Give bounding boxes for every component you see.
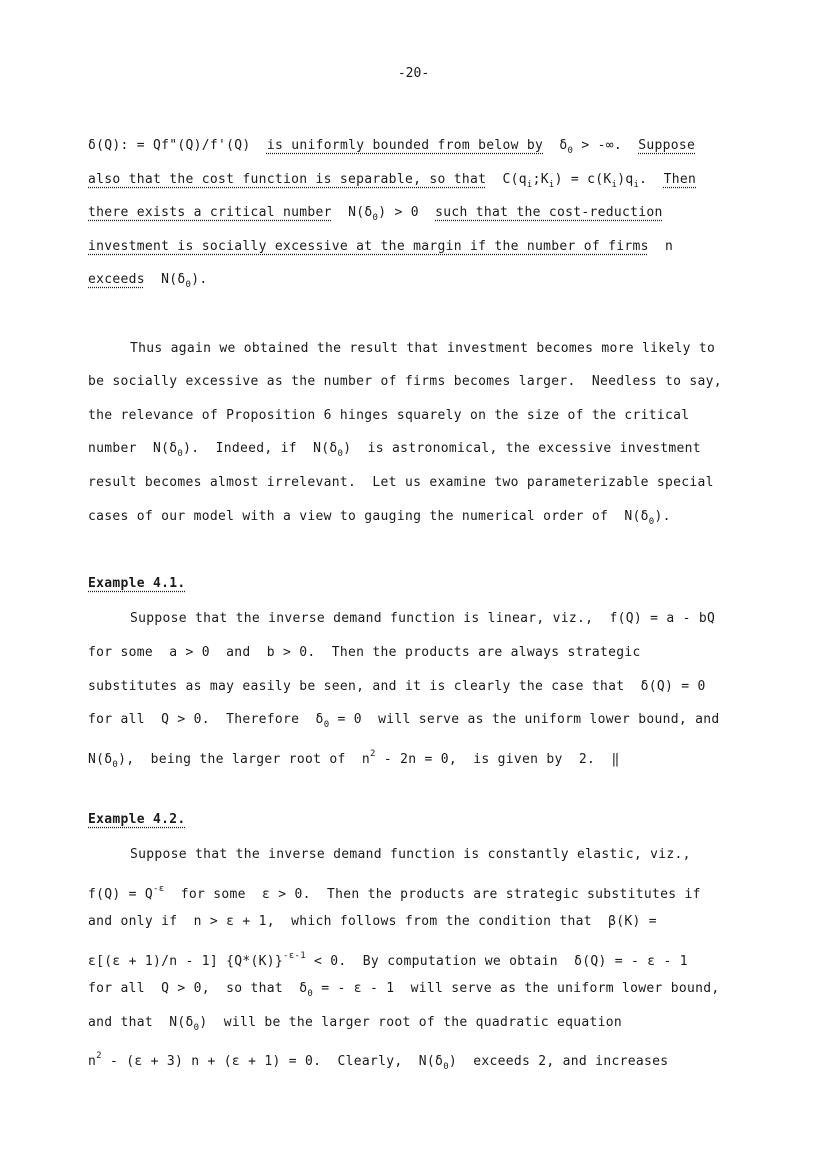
paragraph-1-line-2: be socially excessive as the number of firms becomes larger. Needless to say, [88,374,722,389]
proposition-line-5: exceeds $N(\delta_0)$. [88,272,208,290]
example-4-2-line-4: ε[(ε + 1)/n - 1] $\{Q*(K)\}^{-\varepsilon-1} < 0$. By computation we obtain δ(Q) = - ε - 1 [88,951,688,969]
example-4-2-line-5: for all Q > 0, so that $\delta_0$ = - ε - 1 will serve as the uniform lower bound, [88,981,720,999]
example-4-2-line-2: $f(Q) = Q^{-\varepsilon}$ for some ε > 0. Then the products are strategic substitutes if [88,884,701,902]
example-4-1-line-2: for some a > 0 and b > 0. Then the products are always strategic [88,645,641,660]
example-4-1-heading: Example 4.1. [88,576,186,591]
page-number: -20- [397,66,430,81]
paragraph-1-line-3: the relevance of Proposition 6 hinges squarely on the size of the critical [88,408,690,423]
example-4-2-line-7: $n^2 - (\varepsilon + 3) n + (\varepsilon + 1) = 0$. Clearly, $N(\delta_0)$ exceeds 2, and increases [88,1051,669,1072]
example-4-2-line-3: and only if n > ε + 1, which follows from the condition that β(K) = [88,914,657,929]
paragraph-1-line-6: cases of our model with a view to gauging the numerical order of $N(\delta_0)$. [88,509,671,527]
example-4-2-heading: Example 4.2. [88,812,186,827]
example-4-2-line-1: Suppose that the inverse demand function is constantly elastic, viz., [130,847,691,862]
example-4-1-line-5: $N(\delta_0)$, being the larger root of $n^2 - 2n = 0$, is given by 2. ‖ [88,749,620,770]
proposition-line-4: investment is socially excessive at the margin if the number of firms n [88,239,674,254]
paragraph-1-line-4: number $N(\delta_0)$. Indeed, if $N(\delta_0)$ is astronomical, the excessive investment [88,441,701,459]
example-4-1-line-4: for all Q > 0. Therefore $\delta_0 = 0$ will serve as the uniform lower bound, and [88,712,720,730]
proposition-line-2: also that the cost function is separable, so that $C(q_i;K_i) = c(K_i)q_i$. Then [88,172,697,190]
paragraph-1-line-5: result becomes almost irrelevant. Let us examine two parameterizable special [88,475,714,490]
paragraph-1-line-1: Thus again we obtained the result that investment becomes more likely to [130,341,716,356]
example-4-2-line-6: and that $N(\delta_0)$ will be the larger root of the quadratic equation [88,1015,622,1033]
proposition-line-3: there exists a critical number $N(\delta_0) > 0$ such that the cost-reduction [88,205,663,223]
example-4-1-line-1: Suppose that the inverse demand function is linear, viz., f(Q) = a - bQ [130,611,716,626]
proposition-line-1: δ(Q): = Qf"(Q)/f'(Q) is uniformly bounded from below by $\delta_0$ > -∞. Suppose [88,138,696,156]
example-4-1-line-3: substitutes as may easily be seen, and it is clearly the case that δ(Q) = 0 [88,679,706,694]
